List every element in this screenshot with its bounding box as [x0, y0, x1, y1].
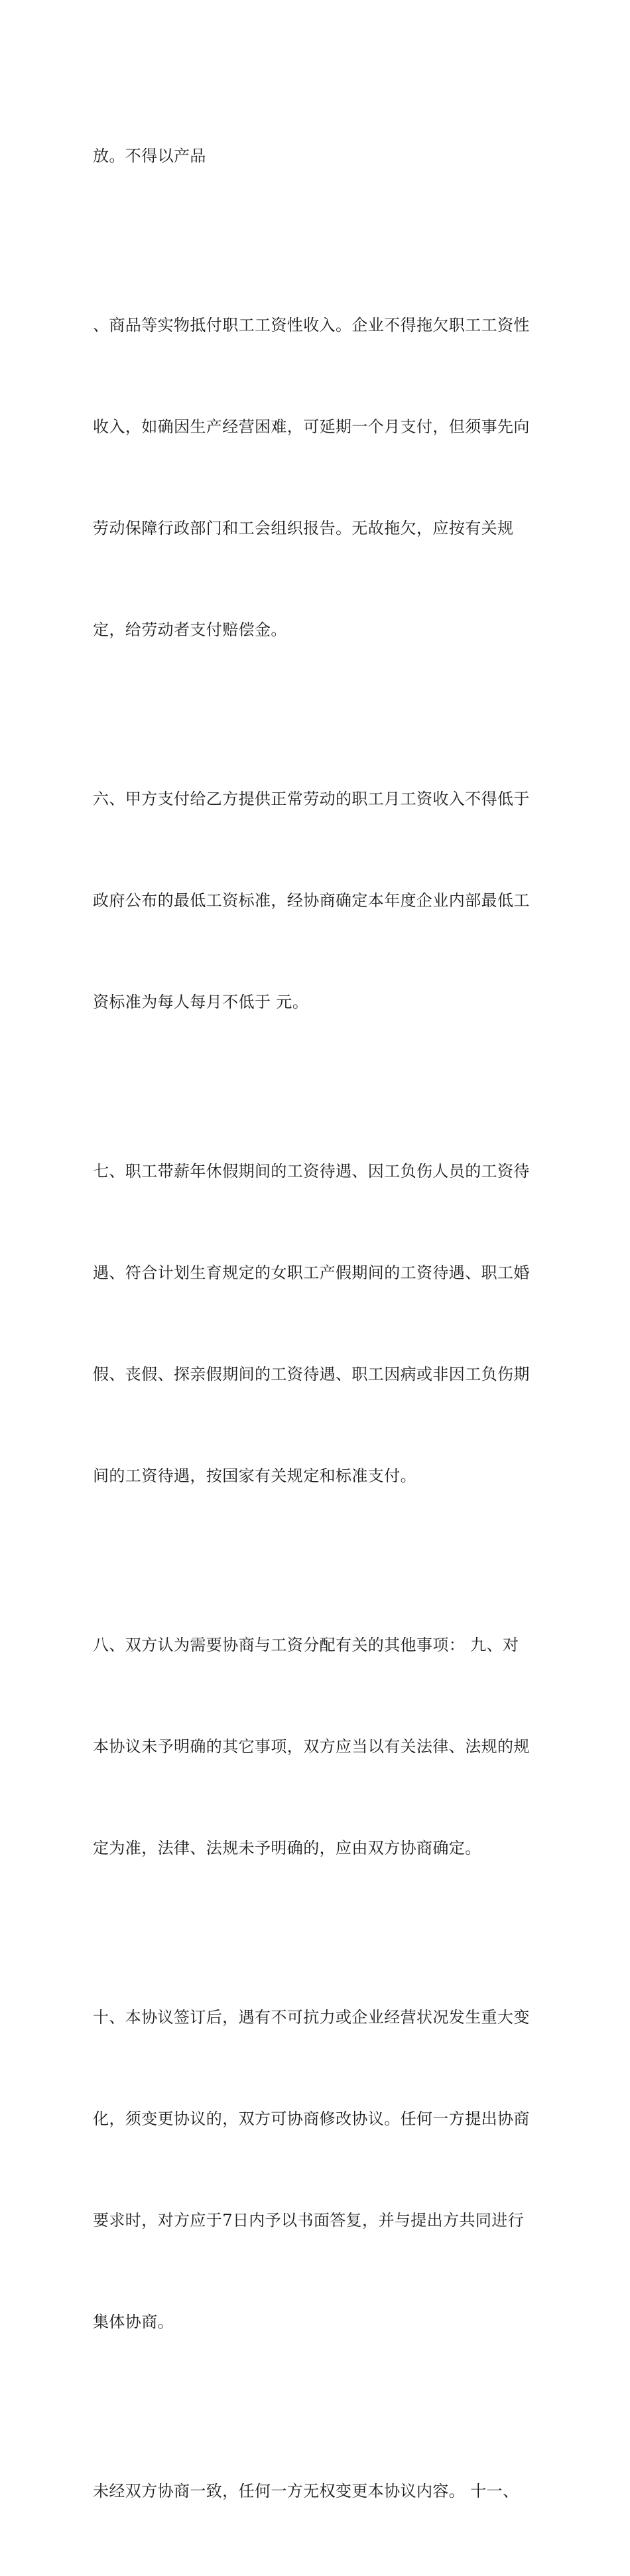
text-line: 集体协商。: [93, 2313, 174, 2331]
text-line: 定为准，法律、法规未予明确的，应由双方协商确定。: [93, 1839, 481, 1857]
text-line: 十、本协议签订后，遇有不可抗力或企业经营状况发生重大变: [93, 2008, 530, 2027]
text-line: 未经双方协商一致，任何一方无权变更本协议内容。 十一、: [93, 2482, 519, 2500]
document-body: [93, 72, 544, 2576]
text-line: 化，须变更协议的，双方可协商修改协议。任何一方提出协商: [93, 2110, 530, 2128]
text-line: 放。不得以产品: [93, 147, 206, 165]
text-line: 、商品等实物抵付职工工资性收入。企业不得拖欠职工工资性: [93, 316, 530, 334]
text-line: 间的工资待遇，按国家有关规定和标准支付。: [93, 1467, 416, 1485]
text-line: 七、职工带薪年休假期间的工资待遇、因工负伤人员的工资待: [93, 1162, 530, 1181]
text-line: 假、丧假、探亲假期间的工资待遇、职工因病或非因工负伤期: [93, 1365, 530, 1384]
text-line: 资标准为每人每月不低于 元。: [93, 993, 309, 1011]
paragraph: [93, 1933, 544, 2407]
text-line: 遇、符合计划生育规定的女职工产假期间的工资待遇、职工婚: [93, 1263, 530, 1282]
text-line: 要求时，对方应于7日内予以书面答复，并与提出方共同进行: [93, 2211, 525, 2230]
paragraph: [93, 715, 544, 1087]
text-line: 收入，如确因生产经营困难，可延期一个月支付，但须事先向: [93, 417, 530, 436]
paragraph: [93, 1561, 544, 1933]
text-line: 定，给劳动者支付赔偿金。: [93, 620, 287, 639]
text-line: 政府公布的最低工资标准，经协商确定本年度企业内部最低工: [93, 891, 530, 910]
text-line: 本协议未予明确的其它事项，双方应当以有关法律、法规的规: [93, 1737, 530, 1756]
text-line: 劳动保障行政部门和工会组织报告。无故拖欠，应按有关规: [93, 519, 514, 537]
paragraph: [93, 241, 544, 715]
text-line: 六、甲方支付给乙方提供正常劳动的职工月工资收入不得低于: [93, 790, 530, 808]
paragraph: [93, 1087, 544, 1561]
text-line: 八、双方认为需要协商与工资分配有关的其他事项： 九、对: [93, 1636, 519, 1654]
paragraph: [93, 2407, 544, 2576]
paragraph: [93, 72, 544, 241]
